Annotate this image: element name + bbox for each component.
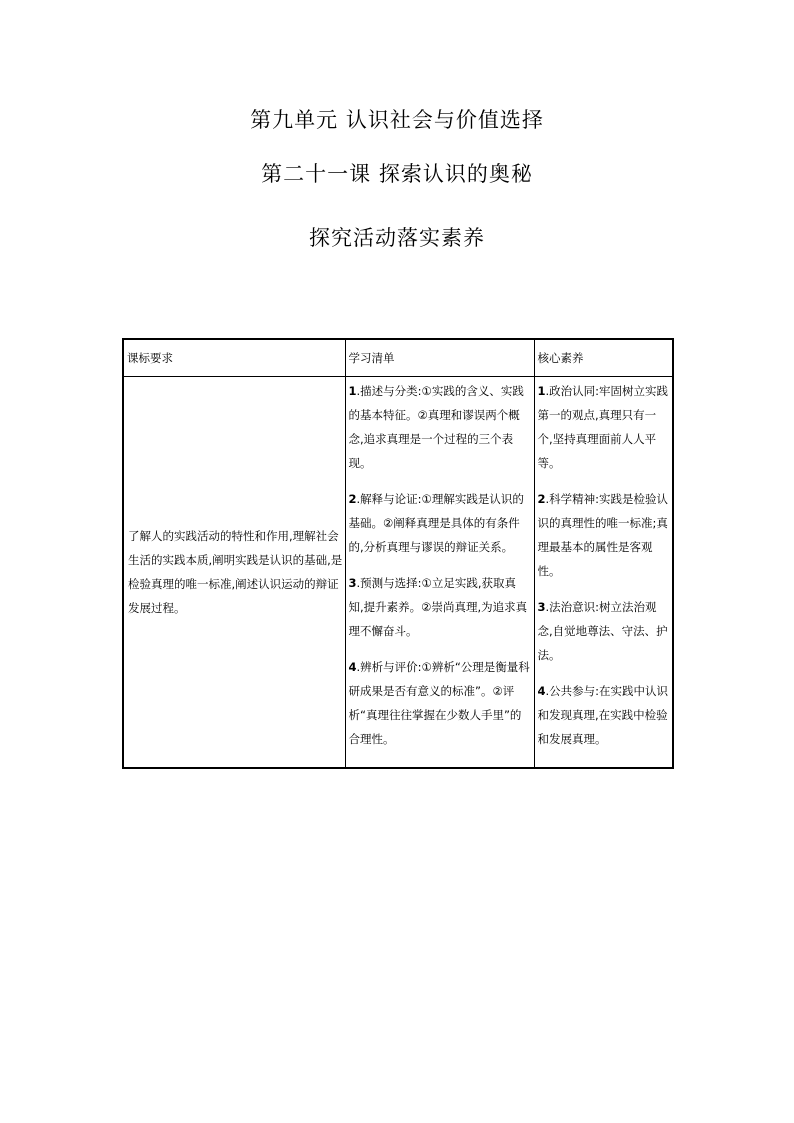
item-text: .描述与分类:①实践的含义、实践的基本特征。②真理和谬误两个概念,追求真理是一个过程的三个表现。 xyxy=(348,384,524,470)
item-number: 4 xyxy=(348,660,357,674)
item-text: .政治认同:牢固树立实践第一的观点,真理只有一个,坚持真理面前人人平等。 xyxy=(537,384,669,470)
header-checklist: 学习清单 xyxy=(345,339,534,377)
table-header-row xyxy=(123,339,673,377)
section-title: 探究活动落实素养 xyxy=(309,226,485,250)
unit-title: 第九单元 认识社会与价值选择 xyxy=(250,108,544,132)
literacy-cell xyxy=(534,377,673,769)
header-requirement: 课标要求 xyxy=(123,339,345,377)
item-number: 1 xyxy=(348,384,357,398)
checklist-item xyxy=(349,487,531,559)
checklist-item xyxy=(349,571,531,643)
item-text: .辨析与评价:①辨析“公理是衡量科研成果是否有意义的标准”。②评析“真理往往掌握在少数人手里”的合理性。 xyxy=(348,660,530,746)
checklist-item xyxy=(349,379,531,475)
literacy-item xyxy=(538,679,670,751)
requirement-text: 了解人的实践活动的特性和作用,理解社会生活的实践本质,阐明实践是认识的基础,是检验真理的唯一标准,阐述认识运动的辩证发展过程。 xyxy=(128,529,343,615)
item-number: 3 xyxy=(537,600,546,614)
item-number: 2 xyxy=(537,492,546,506)
lesson-title: 第二十一课 探索认识的奥秘 xyxy=(261,162,533,186)
item-number: 4 xyxy=(537,684,546,698)
requirement-cell xyxy=(123,377,345,769)
literacy-item xyxy=(538,379,670,475)
item-text: .预测与选择:①立足实践,获取真知,提升素养。②崇尚真理,为追求真理不懈奋斗。 xyxy=(348,576,528,638)
literacy-item xyxy=(538,487,670,583)
curriculum-table xyxy=(122,338,674,769)
header-literacy: 核心素养 xyxy=(534,339,673,377)
item-number: 3 xyxy=(348,576,357,590)
literacy-item xyxy=(538,595,670,667)
checklist-item xyxy=(349,655,531,751)
item-number: 1 xyxy=(537,384,546,398)
item-text: .公共参与:在实践中认识和发现真理,在实践中检验和发展真理。 xyxy=(537,684,669,746)
checklist-cell xyxy=(345,377,534,769)
item-text: .科学精神:实践是检验认识的真理性的唯一标准;真理最基本的属性是客观性。 xyxy=(537,492,669,578)
item-text: .解释与论证:①理解实践是认识的基础。②阐释真理是具体的有条件的,分析真理与谬误的辩证关系。 xyxy=(348,492,524,554)
table-body-row xyxy=(123,377,673,769)
item-text: .法治意识:树立法治观念,自觉地尊法、守法、护法。 xyxy=(537,600,668,662)
item-number: 2 xyxy=(348,492,357,506)
